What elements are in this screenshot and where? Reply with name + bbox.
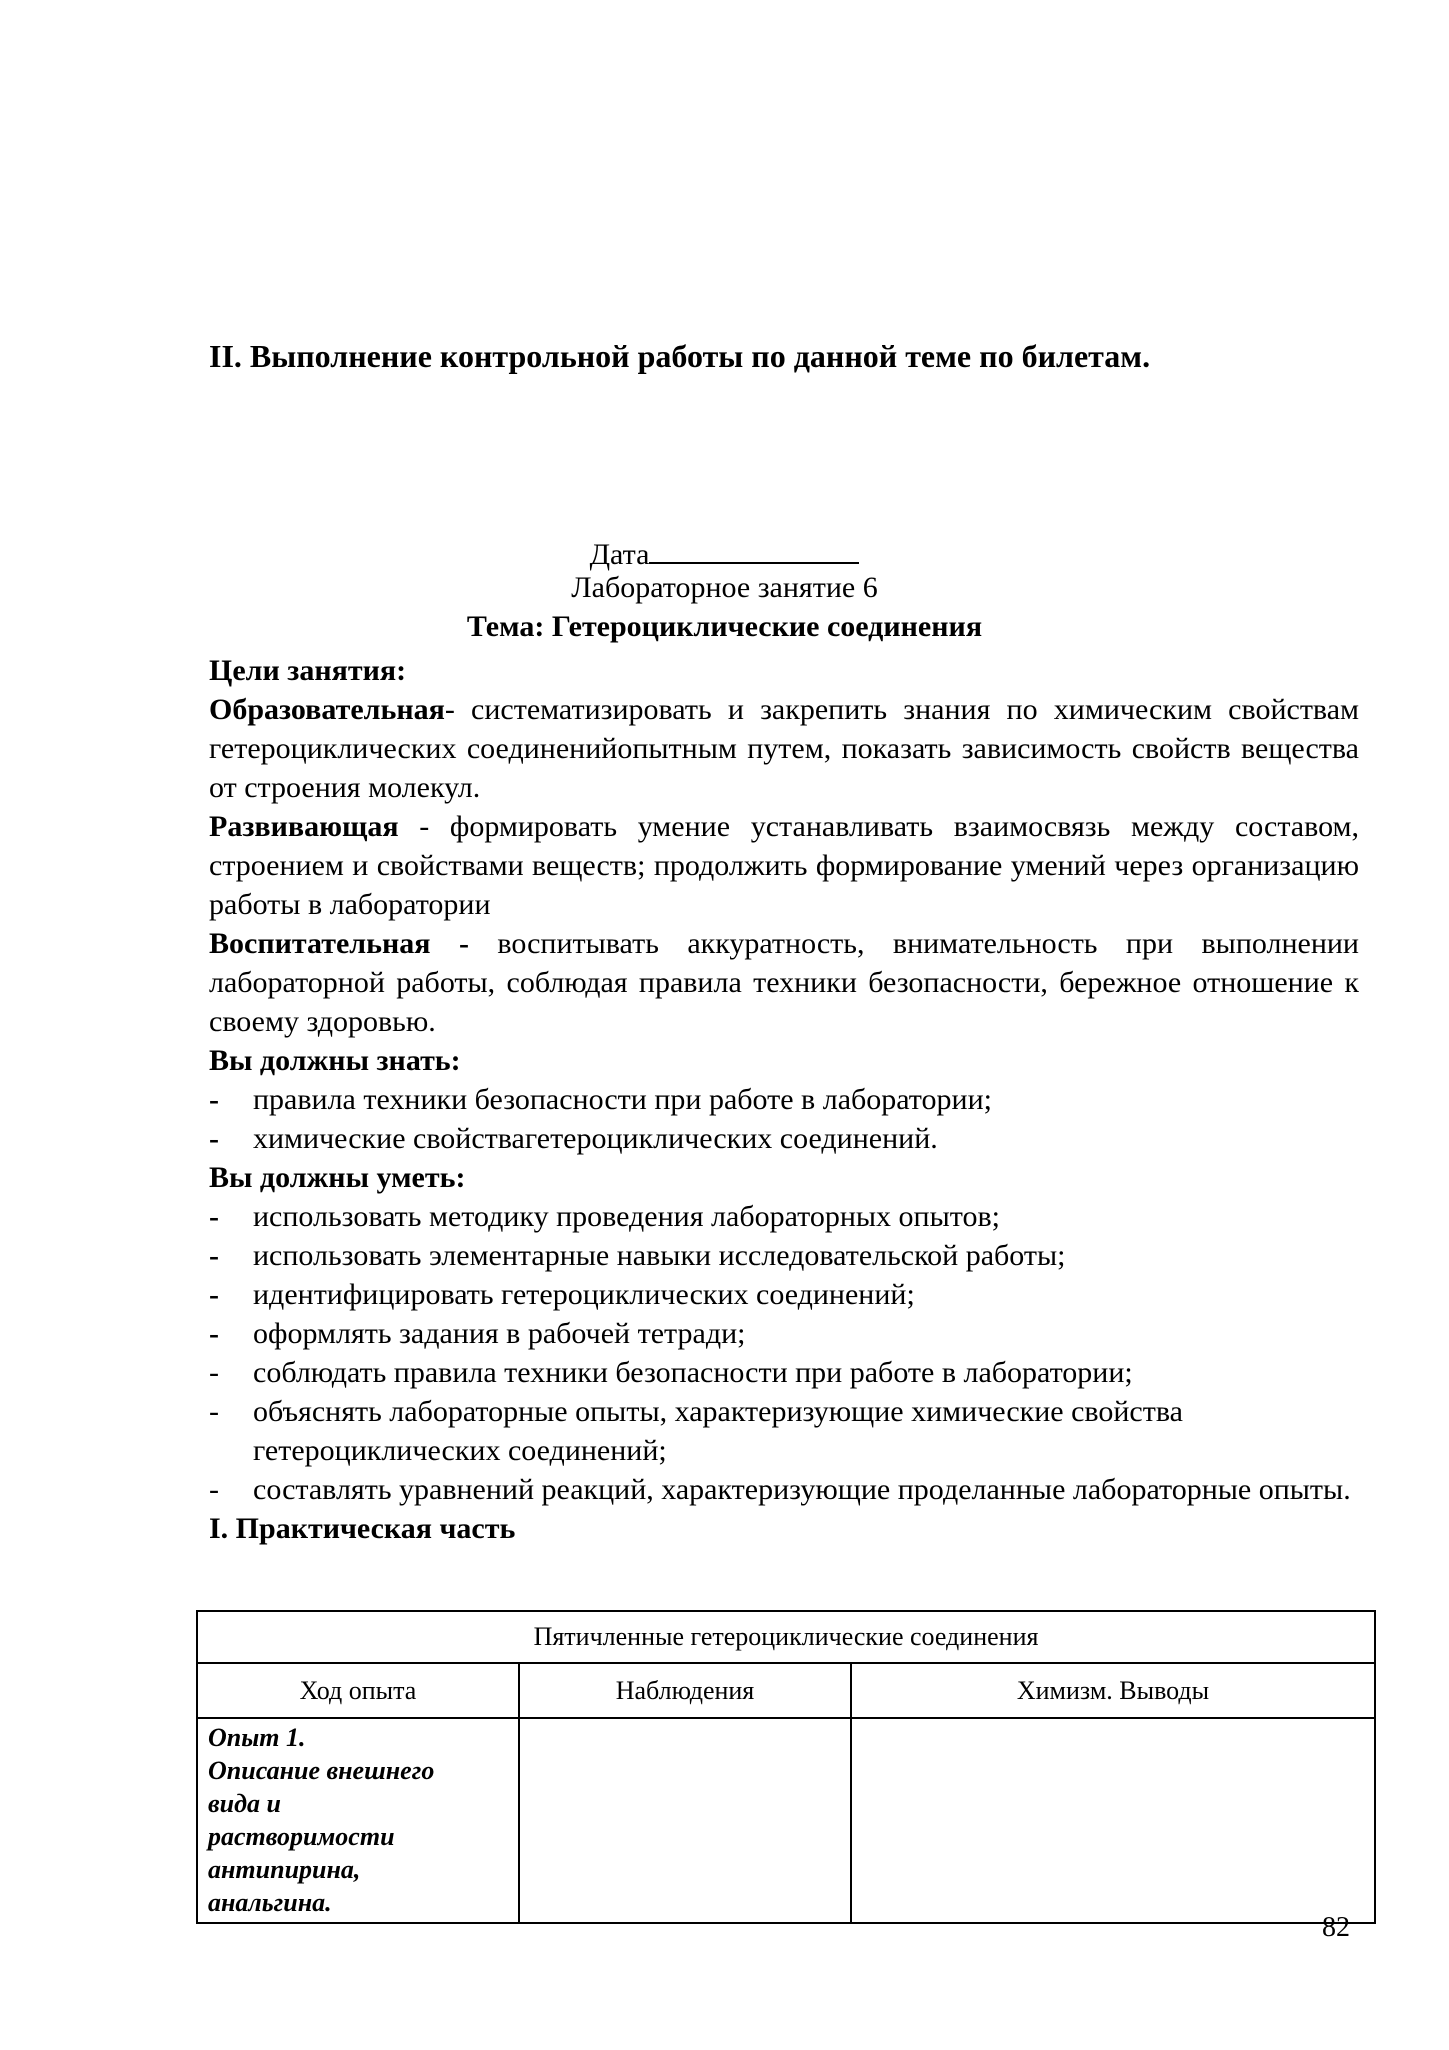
list-item: - химические свойствагетероциклических соединений. <box>209 1119 1359 1158</box>
dash-marker: - <box>209 1122 219 1155</box>
list-item: - составлять уравнений реакций, характеризующие проделанные лабораторные опыты. <box>209 1470 1359 1509</box>
dash-marker: - <box>209 1317 219 1350</box>
goal-text: воспитывать аккуратность, внимательность при выполнении лабораторной работы, соблюдая правила техники безопасности, бережное отношение к своему здоровью. <box>209 927 1359 1038</box>
goal-label: Развивающая <box>209 810 399 843</box>
know-heading: Вы должны знать: <box>209 1044 461 1077</box>
conclusions-cell <box>851 1718 1375 1923</box>
goals-heading: Цели занятия: <box>209 654 407 687</box>
list-item: - идентифицировать гетероциклических соединений; <box>209 1275 1359 1314</box>
experiment-description: Опыт 1. Описание внешнего вида и растворимости антипирина, анальгина. <box>197 1718 519 1923</box>
practical-heading: I. Практическая часть <box>209 1512 516 1545</box>
column-header: Наблюдения <box>519 1663 851 1718</box>
goal-separator: - <box>430 927 498 960</box>
goal-label: Воспитательная <box>209 927 431 960</box>
goal-label: Образовательная <box>209 693 445 726</box>
experiment-table <box>196 1610 1376 1924</box>
list-item: - правила техники безопасности при работе в лаборатории; <box>209 1080 1359 1119</box>
dash-marker: - <box>209 1200 219 1233</box>
goal-upbringing <box>209 924 1359 1041</box>
goal-text: формировать умение устанавливать взаимосвязь между составом, строением и свойствами веществ; продолжить формирование умений через организацию работы в лаборатории <box>209 810 1359 921</box>
dash-marker: - <box>209 1395 219 1428</box>
list-item: - использовать элементарные навыки исследовательской работы; <box>209 1236 1359 1275</box>
list-item: - соблюдать правила техники безопасности при работе в лаборатории; <box>209 1353 1359 1392</box>
date-blank-line <box>649 532 859 564</box>
theme-title: Тема: Гетероциклические соединения <box>466 610 983 643</box>
dash-marker: - <box>209 1239 219 1272</box>
goal-separator: - <box>444 693 455 726</box>
table-header-row <box>197 1663 1375 1718</box>
date-label: Дата <box>589 538 650 571</box>
skills-list <box>209 1197 1359 1509</box>
goal-text: систематизировать и закрепить знания по химическим свойствам гетероциклических соединенийопытным путем, показать зависимость свойств вещества от строения молекул. <box>209 693 1359 804</box>
dash-marker: - <box>209 1278 219 1311</box>
section-heading: II. Выполнение контрольной работы по данной теме по билетам. <box>209 338 1151 374</box>
goal-educational <box>209 690 1359 807</box>
dash-marker: - <box>209 1473 219 1506</box>
column-header: Химизм. Выводы <box>851 1663 1375 1718</box>
list-item: - оформлять задания в рабочей тетради; <box>209 1314 1359 1353</box>
page-number: 82 <box>1322 1912 1350 1943</box>
column-header: Ход опыта <box>197 1663 519 1718</box>
table-row <box>197 1718 1375 1923</box>
date-field <box>0 532 1449 572</box>
know-list <box>209 1080 1359 1158</box>
lesson-body <box>209 651 1359 1548</box>
goal-developing <box>209 807 1359 924</box>
lab-title: Лабораторное занятие 6 <box>571 571 878 604</box>
goal-separator: - <box>398 810 450 843</box>
observations-cell <box>519 1718 851 1923</box>
list-item: - объяснять лабораторные опыты, характеризующие химические свойства гетероциклических соединений; <box>209 1392 1359 1470</box>
dash-marker: - <box>209 1083 219 1116</box>
table-title-row <box>197 1611 1375 1663</box>
dash-marker: - <box>209 1356 219 1389</box>
table-title: Пятичленные гетероциклические соединения <box>197 1611 1375 1663</box>
list-item: - использовать методику проведения лабораторных опытов; <box>209 1197 1359 1236</box>
skills-heading: Вы должны уметь: <box>209 1161 466 1194</box>
